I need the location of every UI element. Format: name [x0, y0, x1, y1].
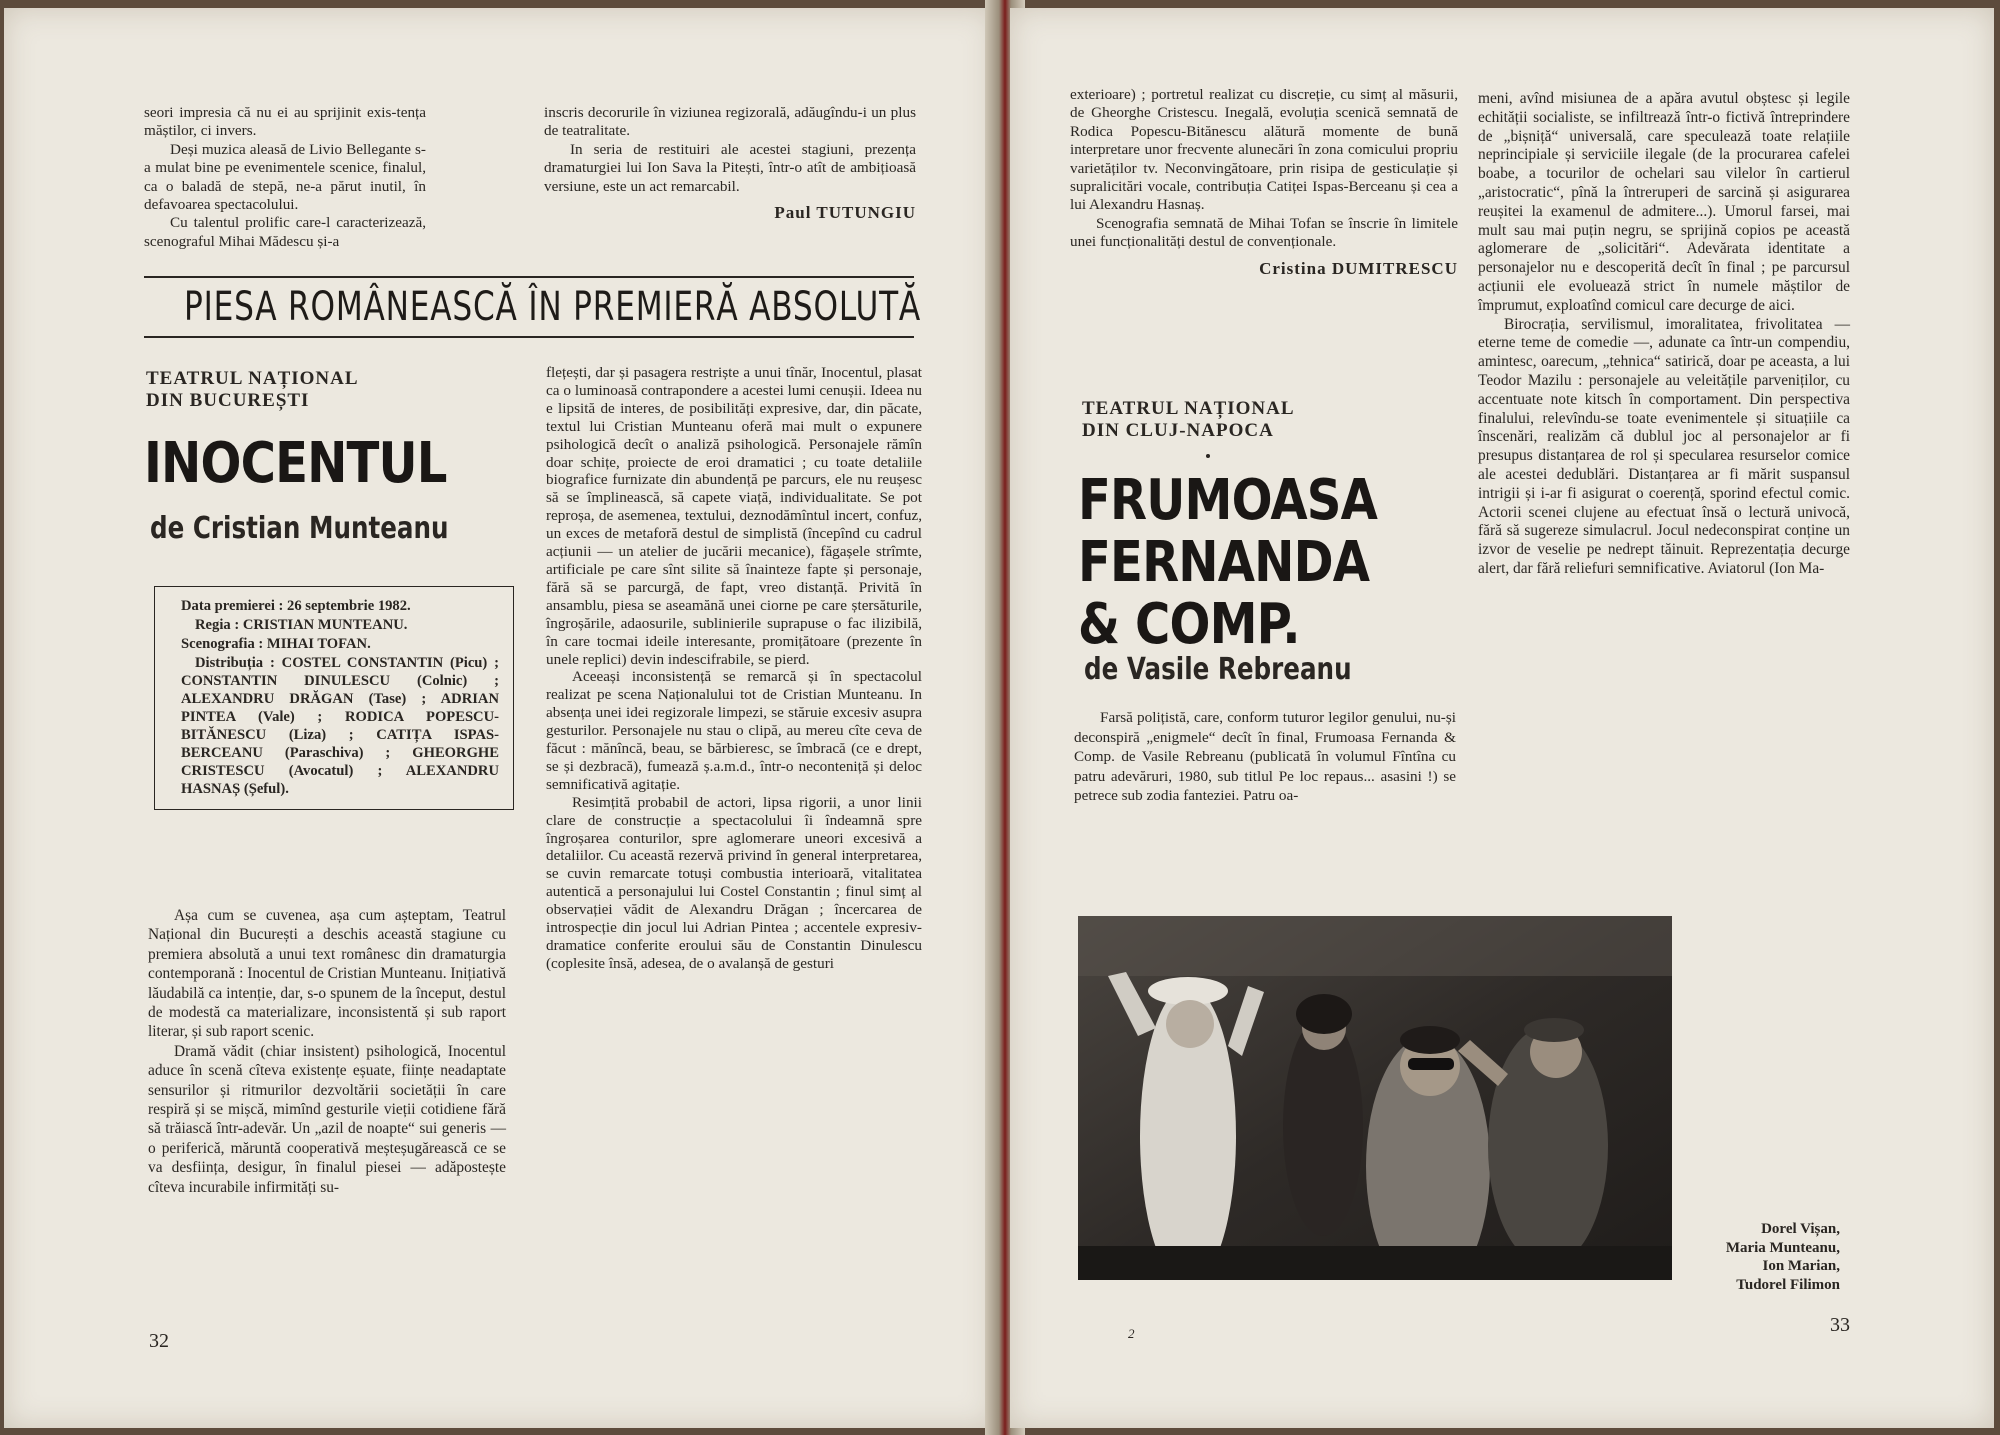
paragraph: Aceeași inconsistență se remarcă și în spectacolul realizat pe scena Naționalului tot de Cristian Munteanu. In absența unei idei regizorale limpezi, se stăruie excesiv asupra gesturilor. Personajele nu stau o clipă, au mereu cîte ceva de făcut : mănîncă, beau, se bărbieresc, se îmbracă (ce e drept, se și dezbracă), fumează ș.a.m.d., într-o neconteniță și deloc semnificativă agitație.: [546, 668, 922, 793]
paragraph: Așa cum se cuvenea, așa cum așteptam, Teatrul Național din București a deschis această stagiune cu premiera absolută a unui text românesc din dramaturgia contemporană : Inocentul de Cristian Munteanu. Inițiativă lăudabilă ca intenție, dar, s-o spunem de la început, destul de modestă ca materializare, inconsistentă și sub raport literar, și sub raport scenic.: [148, 907, 506, 1041]
info-line: Data premierei : 26 septembrie 1982.: [181, 598, 411, 614]
right-col1-bottom: [1074, 708, 1456, 806]
paragraph: Deși muzica aleasă de Livio Bellegante s-a mulat bine pe evenimentele scenice, finalul, ca o baladă de stepă, ne-a părut inutil, în defavoarea spectacolului.: [144, 140, 426, 214]
play-author: de Cristian Munteanu: [150, 511, 449, 546]
caption-line: Tudorel Filimon: [1736, 1276, 1840, 1293]
play-author: de Vasile Rebreanu: [1084, 652, 1352, 687]
right-col1-top: [1070, 86, 1458, 278]
left-bottom-col2: [546, 364, 922, 973]
section-banner: PIESA ROMÂNEASCĂ ÎN PREMIERĂ ABSOLUTĂ: [184, 284, 922, 330]
theatre-name: [1082, 398, 1382, 442]
bullet-dot: [1206, 454, 1210, 458]
page-number: 33: [1830, 1314, 1850, 1336]
photo-caption: [1696, 1220, 1840, 1294]
caption-line: Ion Marian,: [1762, 1258, 1840, 1274]
paragraph: inscris decorurile în viziunea regizorală, adăugîndu-i un plus de teatralitate.: [544, 104, 916, 140]
banner-rule-bottom: [144, 336, 914, 338]
photo-illustration: [1078, 916, 1672, 1280]
info-line: Distribuția : COSTEL CONSTANTIN (Picu) ; CONSTANTIN DINULESCU (Colnic) ; ALEXANDRU DRĂGAN (Tase) ; ADRIAN PINTEA (Vale) ; RODICA POPESCU-BITĂNESCU (Liza) ; CATIȚA ISPAS-BERCEANU (Paraschiva) ; GHEORGHE CRISTESCU (Avocatul) ; ALEXANDRU HASNAȘ (Șeful).: [181, 655, 499, 797]
theatre-name: [146, 368, 446, 412]
theatre-line: TEATRUL NAȚIONAL: [1082, 398, 1295, 419]
play-title: INOCENTUL: [144, 431, 447, 496]
page-number: 32: [149, 1330, 169, 1352]
signature: Paul TUTUNGIU: [774, 203, 916, 223]
paragraph: exterioare) ; portretul realizat cu discreție, cu simț al măsurii, de Gheorghe Cristescu. Inegală, evoluția scenică semnată de Rodica Popescu-Bitănescu alătură momente de bună interpretare unor frecvente alunecări în zona comicului propriu varietăților tv. Neconvingătoare, prin risipa de gesticulație și supralicitări vocale, contribuția Catiței Ispas-Berceanu și cea a lui Alexandru Hasnaș.: [1070, 86, 1458, 214]
title-line: & COMP.: [1078, 592, 1300, 657]
stage-photograph: [1078, 916, 1672, 1280]
left-top-col1: [144, 104, 426, 251]
play-title: [1078, 470, 1377, 656]
theatre-line: DIN CLUJ-NAPOCA: [1082, 420, 1274, 441]
info-line: Scenografia : MIHAI TOFAN.: [181, 636, 371, 652]
paragraph: flețești, dar și pasagera restriște a unui tînăr, Inocentul, plasat ca o luminoasă contrapondere a acestei lumi cenușii. Ideea nu e lipsită de interes, de posibilități expresive, dar, din păcate, textul lui Cristian Munteanu oferă mai mult o expunere psihologică decît o analiză psihologică. Personajele rămîn doar schițe, proiecte de eroi dramatici ; cu toate detaliile biografice furnizate din abundență pe parcurs, ele nu reușesc să se împlinească, să capete viață, individualitate. Se pot reproșa, de asemenea, textului, deznodămîntul incert, confuz, un exces de metaforă destul de simplistă (începînd cu cadrul acțiunii — un atelier de jucării mecanice), făgașele strîmte, artificiale pe care sînt silite să înainteze fapte și personaje, fără să se parcurgă, de fapt, vreo distanță. Privită în ansamblu, piesa se aseamănă unei ciorne pe care ștersăturile, îngroșările, adaosurile, sublinierile suprapuse o fac ilizibilă, în care tocmai ideile interesante, promițătoare (prezente în unele replici) devin indescifrabile, se pierd.: [546, 364, 922, 668]
paragraph: Scenografia semnată de Mihai Tofan se înscrie în limitele unei funcționalități destul de convenționale.: [1070, 214, 1458, 251]
signature: Cristina DUMITRESCU: [1259, 258, 1458, 278]
paragraph: In seria de restituiri ale acestei stagiuni, prezența dramaturgiei lui Ion Sava la Pitești, într-o atît de ambițioasă versiune, este un act remarcabil.: [544, 140, 916, 195]
production-info-box: [154, 586, 514, 810]
info-line: Regia : CRISTIAN MUNTEANU.: [195, 617, 408, 633]
left-top-col2: [544, 104, 916, 222]
paragraph: Farsă polițistă, care, conform tuturor legilor genului, nu-și deconspiră „enigmele“ decît în final, Frumoasa Fernanda & Comp. de Vasile Rebreanu (publicată în volumul Fîntîna cu patru adevăruri, 1980, sub titlul Pe loc repaus... asasini !) se petrece sub zodia fanteziei. Patru oa-: [1074, 709, 1456, 805]
paragraph: Dramă vădit (chiar insistent) psihologică, Inocentul aduce în scenă cîteva existențe eșuate, ființe neadaptate sensurilor și ritmurilor dezvoltării societății în care respiră și se mișcă, mimînd gesturile vieții cotidiene fără să trăiască într-adevăr. Un „azil de noapte“ sui generis — o periferică, măruntă cooperativă meșteșugărească ce se va desființa, desigur, în finalul piesei — adăpostește cîteva incurabile infirmități su-: [148, 1042, 506, 1196]
title-line: FRUMOASA: [1078, 468, 1378, 533]
title-line: FERNANDA: [1078, 530, 1370, 595]
right-col2: [1478, 90, 1850, 579]
theatre-line: TEATRUL NAȚIONAL: [146, 368, 359, 389]
paragraph: Cu talentul prolific care-l caracterizează, scenograful Mihai Mădescu și-a: [144, 214, 426, 250]
caption-line: Maria Munteanu,: [1725, 1239, 1840, 1256]
left-page: [4, 8, 994, 1428]
paragraph: seori impresia că nu ei au sprijinit exis-tența măștilor, ci invers.: [144, 104, 426, 140]
left-bottom-col1: [148, 906, 506, 1197]
paragraph: Birocrația, servilismul, imoralitatea, frivolitatea — eterne teme de comedie —, adunate ca într-un compendiu, amintesc, oarecum, „tehnica“ satirică, doar pe aceasta, a lui Teodor Mazilu : personajele au veleitățile parveniților, cu accentuate note kitsch în comportament. Din perspectiva finalului, relevîndu-se toate evenimentele și situațiile ca înscenări, realizăm că dublul joc al personajelor ar fi presupus distanțarea de rol și specularea resurselor comice ale acestei dedublări. Distanțarea ar fi mărit suspansul intrigii și i-ar fi asigurat o coerență, sporind efectul comic. Actorii scenei clujene au efectuat însă o lectură univocă, fără să sugereze simulacrul. Jocul nedeconspirat conține un izvor de veselie pe nedrept tăinuit. Reprezentația decurge alert, dar fără reliefuri semnificative. Aviatorul (Ion Ma-: [1478, 315, 1850, 577]
banner-rule-top: [144, 276, 914, 278]
small-mark: 2: [1128, 1326, 1135, 1341]
paragraph: Resimțită probabil de actori, lipsa rigorii, a unor linii clare de construcție a spectacolului îi îndeamnă spre îngroșarea conturilor, spre aglomerare uneori excesivă a detaliilor. Cu această rezervă privind în general interpretarea, se cuvin remarcate totuși combustia interioară, vitalitatea autentică a personajului lui Costel Constantin ; finul simț al observației vădit de Alexandru Drăgan ; încercarea de introspecție din jocul lui Adrian Pintea ; accentele expresiv-dramatice conferite eroului său de Constantin Dinulescu (coplesite însă, adesea, de o avalanșă de gesturi: [546, 793, 922, 972]
theatre-line: DIN BUCUREȘTI: [146, 390, 310, 411]
caption-line: Dorel Vișan,: [1761, 1221, 1840, 1237]
paragraph: meni, avînd misiunea de a apăra avutul obștesc și legile echității socialiste, se infiltrează într-o fictivă întreprindere de „bișniță“ universală, care speculează toate relațiile neprincipiale și serviciile ilegale (de la procurarea cafelei boabe, a tocurilor de ochelari sau vilelor în cartierul „aristocratic“, pînă la întreruperi de sarcină și asigurarea reușitei la examenul de admitere...). Umorul farsei, mai mult sau mai puțin negru, se sprijină copios pe această aglomerare de „solicitări“. Adevărata identitate a personajelor nu e descoperită decît în final ; pe parcursul acțiunii ele evoluează strict în numele măștilor de împrumut, exploatînd comicul care decurge de aici.: [1478, 90, 1850, 314]
